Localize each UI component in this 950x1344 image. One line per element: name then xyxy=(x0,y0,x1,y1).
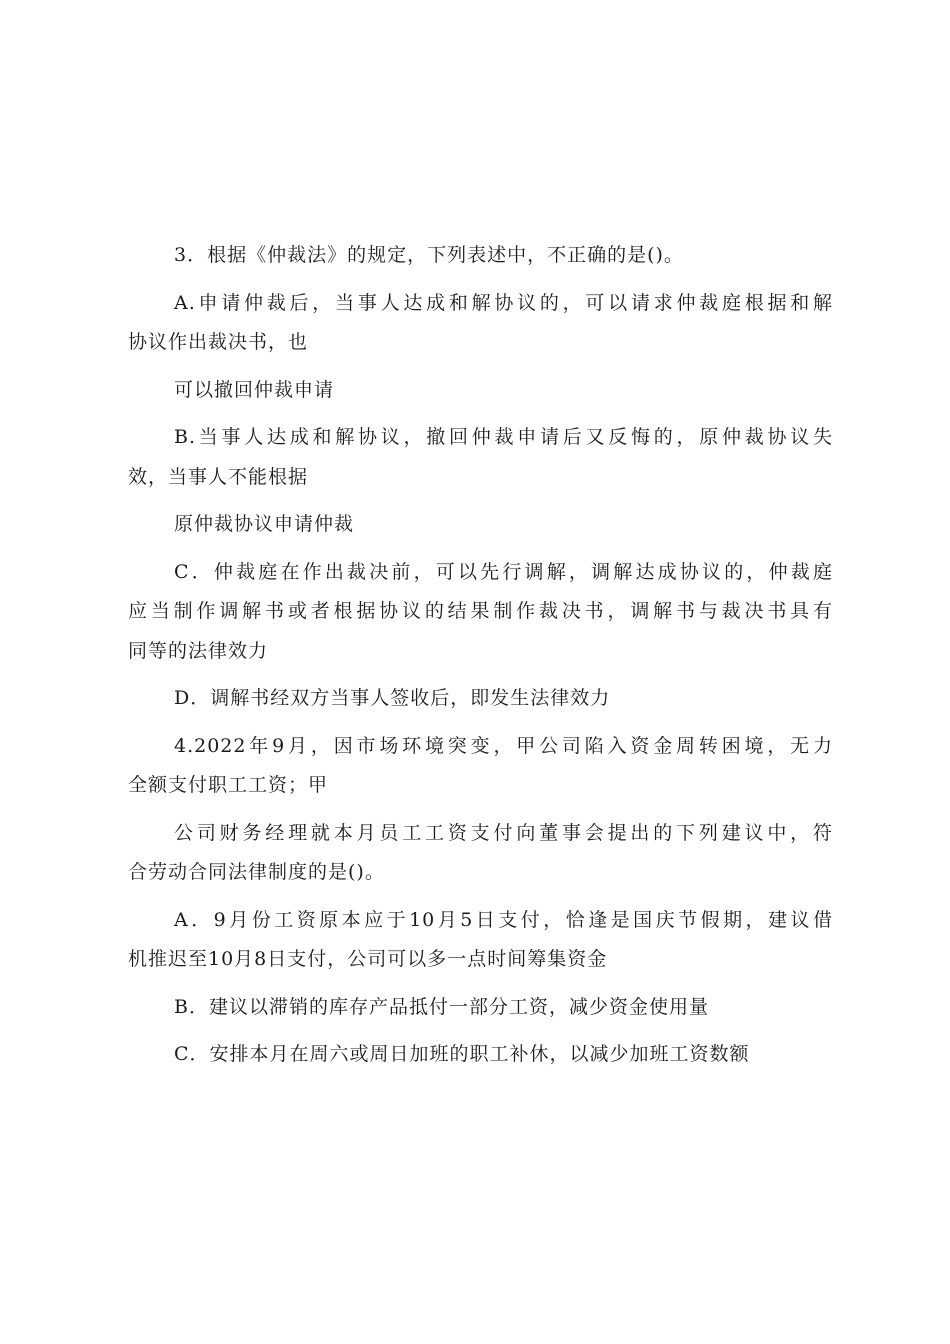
question-3-option-a xyxy=(128,284,833,411)
option-c-line-1: C．仲裁庭在作出裁决前，可以先行调解，调解达成协议的，仲裁庭 xyxy=(174,560,833,583)
option-a-line-3: 可以撤回仲裁申请 xyxy=(174,378,335,401)
option-a-line-1: A.申请仲裁后，当事人达成和解协议的，可以请求仲裁庭根据和解 xyxy=(174,291,833,314)
q4-option-a-line-1: A．9月份工资原本应于10月5日支付，恰逢是国庆节假期，建议借 xyxy=(174,908,833,931)
question-3-option-b xyxy=(128,418,833,545)
question-4-option-b xyxy=(128,988,833,1028)
q4-option-a-line-2: 机推迟至10月8日支付，公司可以多一点时间筹集资金 xyxy=(128,948,608,970)
option-d-line-1: D．调解书经双方当事人签收后，即发生法律效力 xyxy=(174,687,611,709)
question-4-stem-line-2: 全额支付职工工资；甲 xyxy=(128,774,329,796)
option-b-line-2: 效，当事人不能根据 xyxy=(128,465,309,488)
option-b-line-1: B.当事人达成和解协议，撤回仲裁申请后又反悔的，原仲裁协议失 xyxy=(174,426,833,448)
question-4-option-c xyxy=(128,1035,833,1075)
question-3-stem: 3．根据《仲裁法》的规定，下列表述中，不正确的是()。 xyxy=(174,244,684,266)
option-c-line-3: 同等的法律效力 xyxy=(128,639,269,662)
question-4 xyxy=(128,727,833,1075)
question-4-stem-line-1: 4.2022年9月，因市场环境突变，甲公司陷入资金周转困境，无力 xyxy=(174,734,833,757)
question-3-option-d xyxy=(128,679,833,719)
option-a-line-2: 协议作出裁决书，也 xyxy=(128,331,309,353)
option-c-line-2: 应当制作调解书或者根据协议的结果制作裁决书，调解书与裁决书具有 xyxy=(128,600,833,622)
option-b-line-3: 原仲裁协议申请仲裁 xyxy=(174,513,355,535)
q4-option-c-line-1: C．安排本月在周六或周日加班的职工补休，以减少加班工资数额 xyxy=(174,1043,750,1065)
question-4-option-a xyxy=(128,901,833,980)
q4-option-b-line-1: B．建议以滞销的库存产品抵付一部分工资，减少资金使用量 xyxy=(174,995,709,1018)
question-4-stem-line-3: 公司财务经理就本月员工工资支付向董事会提出的下列建议中，符 xyxy=(174,821,833,844)
question-3 xyxy=(128,236,833,719)
question-4-stem-line-4: 合劳动合同法律制度的是()。 xyxy=(128,861,385,883)
question-3-option-c xyxy=(128,553,833,672)
document-body xyxy=(128,236,833,1075)
